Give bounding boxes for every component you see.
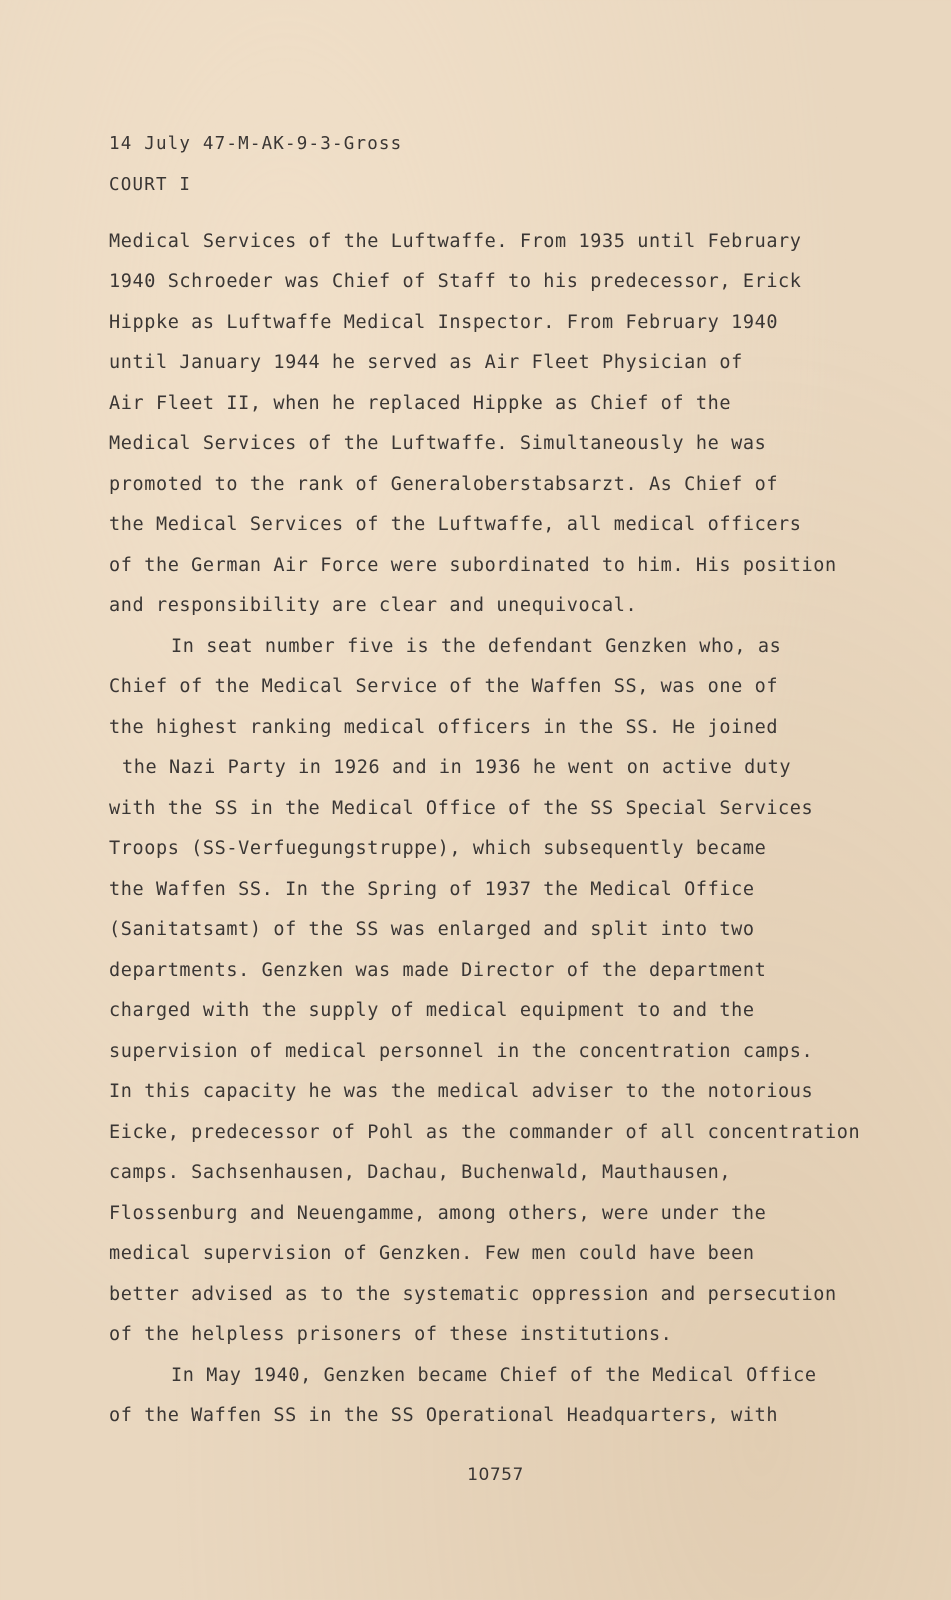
text-line: with the SS in the Medical Office of the SS Special Services [109,798,814,819]
text-line: (Sanitatsamt) of the SS was enlarged and split into two [109,919,755,940]
text-line: the Nazi Party in 1926 and in 1936 he went on active duty [122,757,792,778]
text-line: Medical Services of the Luftwaffe. From 1935 until February [109,231,802,252]
text-line: the Medical Services of the Luftwaffe, all medical officers [109,514,802,535]
text-line: In this capacity he was the medical adviser to the notorious [109,1081,814,1102]
text-line: In seat number five is the defendant Genzken who, as [171,636,782,657]
text-line: charged with the supply of medical equipment to and the [109,1000,755,1021]
text-line: until January 1944 he served as Air Fleet Physician of [109,352,743,373]
text-line: better advised as to the systematic oppression and persecution [109,1284,837,1305]
text-line: of the German Air Force were subordinated to him. His position [109,555,837,576]
court-label: COURT I [109,175,192,195]
text-line: Eicke, predecessor of Pohl as the commander of all concentration [109,1122,861,1143]
text-line: Hippke as Luftwaffe Medical Inspector. From February 1940 [109,312,779,333]
text-line: camps. Sachsenhausen, Dachau, Buchenwald, Mauthausen, [109,1162,732,1183]
text-line: Air Fleet II, when he replaced Hippke as Chief of the [109,393,732,414]
text-line: departments. Genzken was made Director of the department [109,960,767,981]
text-line: the highest ranking medical officers in the SS. He joined [109,717,779,738]
text-line: medical supervision of Genzken. Few men could have been [109,1243,755,1264]
text-line: In May 1940, Genzken became Chief of the Medical Office [171,1365,817,1386]
text-line: of the Waffen SS in the SS Operational Headquarters, with [109,1405,779,1426]
text-line: 1940 Schroeder was Chief of Staff to his predecessor, Erick [109,271,802,292]
text-line: the Waffen SS. In the Spring of 1937 the Medical Office [109,879,755,900]
text-line: Flossenburg and Neuengamme, among others, were under the [109,1203,767,1224]
text-line: promoted to the rank of Generaloberstabsarzt. As Chief of [109,474,779,495]
text-line: Chief of the Medical Service of the Waffen SS, was one of [109,676,779,697]
text-line: supervision of medical personnel in the concentration camps. [109,1041,814,1062]
text-line: of the helpless prisoners of these institutions. [109,1324,673,1345]
text-line: and responsibility are clear and unequivocal. [109,595,638,616]
page-number: 10757 [467,1465,524,1485]
document-header-ref: 14 July 47-M-AK-9-3-Gross [109,134,403,154]
text-line: Troops (SS-Verfuegungstruppe), which subsequently became [109,838,767,859]
text-line: Medical Services of the Luftwaffe. Simultaneously he was [109,433,767,454]
